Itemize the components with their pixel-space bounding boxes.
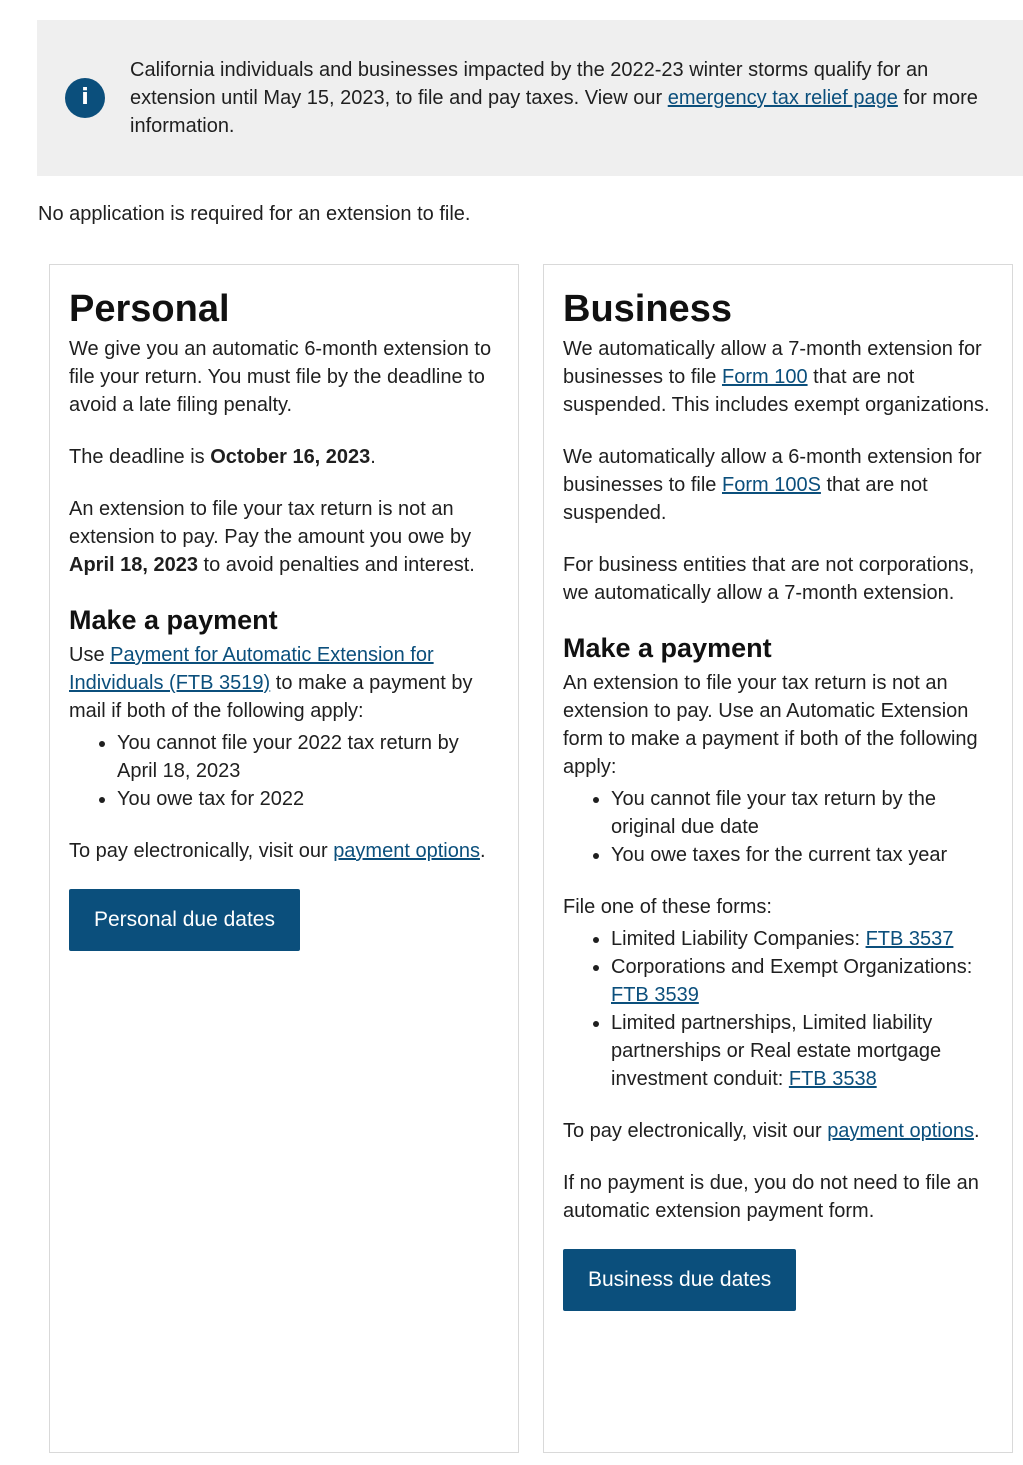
list-item: • You owe tax for 2022 — [117, 785, 500, 813]
p2-before: We automatically allow a 6-month extension for businesses to file — [563, 446, 982, 496]
use-prefix: Use — [69, 644, 111, 666]
business-title: Business — [563, 288, 732, 330]
ftb-3519-link[interactable]: Payment for Automatic Extension for Individuals (FTB 3519) — [69, 644, 434, 694]
deadline-prefix: The deadline is — [69, 446, 211, 468]
p2-after: that are not suspended. — [563, 474, 928, 524]
business-due-dates-button[interactable]: Business due dates — [563, 1249, 796, 1311]
form-label: Limited Liability Companies: — [611, 928, 866, 950]
emergency-tax-relief-link[interactable]: emergency tax relief page — [667, 87, 898, 109]
alert-text-before: California individuals and businesses impacted by the 2022-23 winter storms qualify for an extension until May 15, 2023, to file and pay taxes. View our — [130, 59, 929, 109]
use-suffix: to make a payment by mail if both of the following apply: — [69, 672, 473, 722]
list-item: • You cannot file your tax return by the original due date — [611, 785, 998, 841]
form-label: Corporations and Exempt Organizations: — [611, 956, 973, 978]
business-conditions-list — [611, 785, 998, 869]
business-pay-electronically — [563, 1117, 998, 1145]
alert-text-after: for more information. — [130, 87, 978, 137]
personal-card — [49, 264, 519, 1453]
personal-payment-options-link[interactable]: payment options — [333, 840, 480, 862]
form-100s-link[interactable]: Form 100S — [721, 474, 821, 496]
list-item — [611, 953, 998, 1009]
business-non-corporation-text: For business entities that are not corporations, we automatically allow a 7-month extension. — [563, 554, 975, 604]
pay-suffix: . — [479, 840, 486, 862]
pay-suffix: . — [973, 1120, 980, 1142]
ftb-3537-link[interactable]: FTB 3537 — [865, 928, 954, 950]
deadline-suffix: . — [370, 446, 376, 468]
personal-conditions-list — [117, 729, 500, 813]
business-payment-heading: Make a payment — [563, 633, 772, 663]
info-icon: i — [65, 78, 105, 118]
personal-pay-electronically — [69, 837, 500, 865]
personal-use-form-text — [69, 641, 500, 725]
forms-intro: File one of these forms: — [563, 896, 772, 918]
pay-notice-after: to avoid penalties and interest. — [197, 554, 475, 576]
no-payment-text: If no payment is due, you do not need to file an automatic extension payment form. — [563, 1172, 979, 1222]
business-form100s-text — [563, 443, 998, 527]
storm-relief-alert — [37, 20, 1023, 176]
intro-text: No application is required for an extension to file. — [38, 203, 471, 225]
ftb-3539-link[interactable]: FTB 3539 — [611, 984, 699, 1006]
form-100-link[interactable]: Form 100 — [721, 366, 808, 388]
personal-title: Personal — [69, 288, 230, 330]
list-item: • You owe taxes for the current tax year — [611, 841, 998, 869]
p1-before: We automatically allow a 7-month extension for businesses to file — [563, 338, 982, 388]
pay-prefix: To pay electronically, visit our — [563, 1120, 828, 1142]
personal-deadline — [69, 443, 500, 471]
personal-payment-heading: Make a payment — [69, 605, 278, 635]
business-forms-list — [611, 925, 998, 1093]
ftb-3538-link[interactable]: FTB 3538 — [788, 1068, 877, 1090]
list-item — [611, 925, 998, 953]
list-item: • You cannot file your 2022 tax return by April 18, 2023 — [117, 729, 500, 785]
pay-notice-date: April 18, 2023 — [69, 554, 198, 576]
pay-notice-before: An extension to file your tax return is not an extension to pay. Pay the amount you owe by — [69, 498, 472, 548]
business-payment-options-link[interactable]: payment options — [827, 1120, 974, 1142]
alert-message — [130, 56, 1000, 140]
deadline-date: October 16, 2023 — [210, 446, 371, 468]
pay-prefix: To pay electronically, visit our — [69, 840, 334, 862]
personal-extension-text: We give you an automatic 6-month extension to file your return. You must file by the deadline to avoid a late filing penalty. — [69, 338, 492, 416]
personal-pay-notice — [69, 495, 500, 579]
business-card — [543, 264, 1013, 1453]
form-label: Limited partnerships, Limited liability partnerships or Real estate mortgage investment conduit: — [611, 1012, 942, 1090]
list-item — [611, 1009, 998, 1093]
personal-due-dates-button[interactable]: Personal due dates — [69, 889, 300, 951]
p1-after: that are not suspended. This includes exempt organizations. — [563, 366, 990, 416]
business-pay-notice: An extension to file your tax return is not an extension to pay. Use an Automatic Extension form to make a payment if both of the following apply: — [563, 672, 978, 778]
business-form100-text — [563, 335, 998, 419]
